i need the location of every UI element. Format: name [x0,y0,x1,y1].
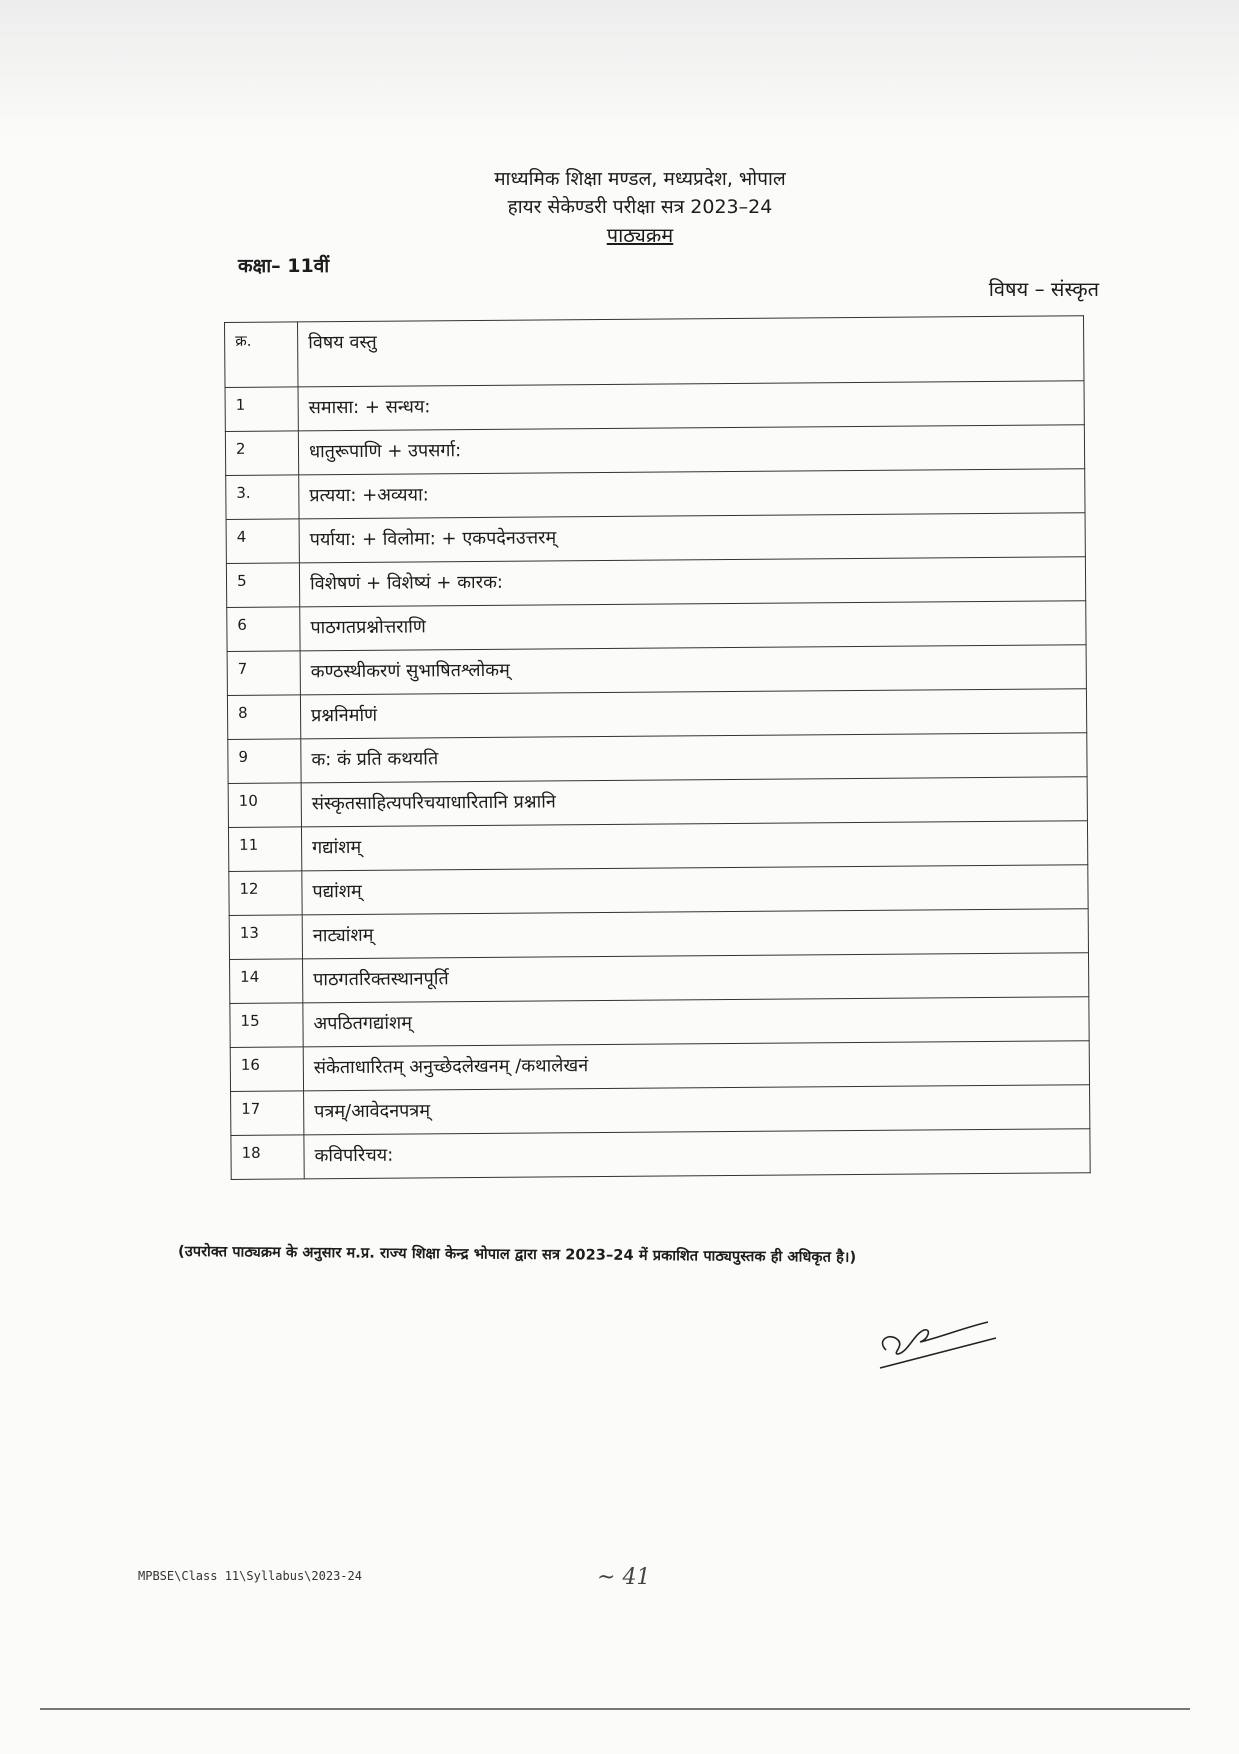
row-serial: 6 [227,607,300,652]
row-topic: विशेषणं + विशेष्यं + कारक: [299,557,1085,607]
row-topic: पाठगतरिक्तस्थानपूर्ति [303,953,1089,1003]
row-topic: पर्याया: + विलोमा: + एकपदेनउत्तरम् [299,513,1085,563]
exam-session: हायर सेकेण्डरी परीक्षा सत्र 2023–24 [507,196,773,218]
row-topic: गद्यांशम् [301,821,1087,871]
row-serial: 5 [226,563,299,608]
row-serial: 8 [227,695,300,740]
document-header [380,165,900,249]
row-serial: 7 [227,651,300,696]
page-number-value: 41 [622,1565,651,1590]
scan-shadow [0,0,1239,140]
header-serial: क्र. [225,322,299,388]
row-serial: 2 [225,431,298,476]
row-topic: नाट्यांशम् [302,909,1088,959]
table-row [229,865,1088,916]
row-topic: कण्ठस्थीकरणं सुभाषितश्लोकम् [300,645,1086,695]
table-header-row [225,316,1084,388]
row-serial: 16 [230,1047,303,1092]
table-row [229,909,1088,960]
table-row [225,381,1084,432]
board-name: माध्यमिक शिक्षा मण्डल, मध्यप्रदेश, भोपाल [494,168,786,190]
table-row [228,733,1087,784]
page-number [597,1565,650,1590]
row-serial: 17 [231,1091,304,1136]
table-row [230,953,1089,1004]
table-row [227,601,1086,652]
row-serial: 15 [230,1003,303,1048]
table-row [231,1085,1090,1136]
table-row [228,777,1087,828]
row-serial: 1 [225,387,298,432]
table-row [226,513,1085,564]
row-topic: पद्यांशम् [302,865,1088,915]
row-serial: 3. [226,475,299,520]
row-serial: 18 [231,1135,304,1180]
syllabus-table [224,315,1091,1180]
row-serial: 9 [228,739,301,784]
row-topic: धातुरूपाणि + उपसर्गा: [298,425,1084,475]
page-title: पाठ्यक्रम [606,223,674,247]
table-row [227,645,1086,696]
page-mark: ~ [597,1565,623,1590]
table-row [230,1041,1089,1092]
row-serial: 11 [228,827,301,872]
table-row [228,821,1087,872]
syllabus-table-body [225,316,1091,1180]
row-serial: 14 [230,959,303,1004]
row-topic: कविपरिचय: [304,1129,1090,1179]
bottom-rule [40,1708,1190,1710]
row-topic: संस्कृतसाहित्यपरिचयाधारितानि प्रश्नानि [301,777,1087,827]
row-serial: 12 [229,871,302,916]
header-topic: विषय वस्तु [298,316,1084,387]
row-serial: 13 [229,915,302,960]
row-topic: समासा: + सन्धय: [298,381,1084,431]
row-topic: पाठगतप्रश्नोत्तराणि [300,601,1086,651]
footnote: (उपरोक्त पाठ्यक्रम के अनुसार म.प्र. राज्य शिक्षा केन्द्र भोपाल द्वारा सत्र 2023–24 में प्रकाशित पाठ्यपुस्तक ही अधिकृत है।) [177,1243,857,1266]
table-row [225,425,1084,476]
class-label: कक्षा– 11वीं [238,255,330,277]
row-topic: पत्रम्/आवेदनपत्रम् [304,1085,1090,1135]
table-row [226,469,1085,520]
row-topic: क: कं प्रति कथयति [301,733,1087,783]
row-serial: 10 [228,783,301,828]
subject-label: विषय – संस्कृत [988,277,1099,301]
footer-file-path: MPBSE\Class 11\Syllabus\2023-24 [138,1569,362,1583]
row-serial: 4 [226,519,299,564]
table-row [227,689,1086,740]
table-row [231,1129,1090,1180]
row-topic: प्रश्ननिर्माणं [300,689,1086,739]
table-row [230,997,1089,1048]
row-topic: संकेताधारितम् अनुच्छेदलेखनम् /कथालेखनं [303,1041,1089,1091]
table-row [226,557,1085,608]
row-topic: प्रत्यया: +अव्यया: [299,469,1085,519]
signature [868,1310,1018,1380]
row-topic: अपठितगद्यांशम् [303,997,1089,1047]
